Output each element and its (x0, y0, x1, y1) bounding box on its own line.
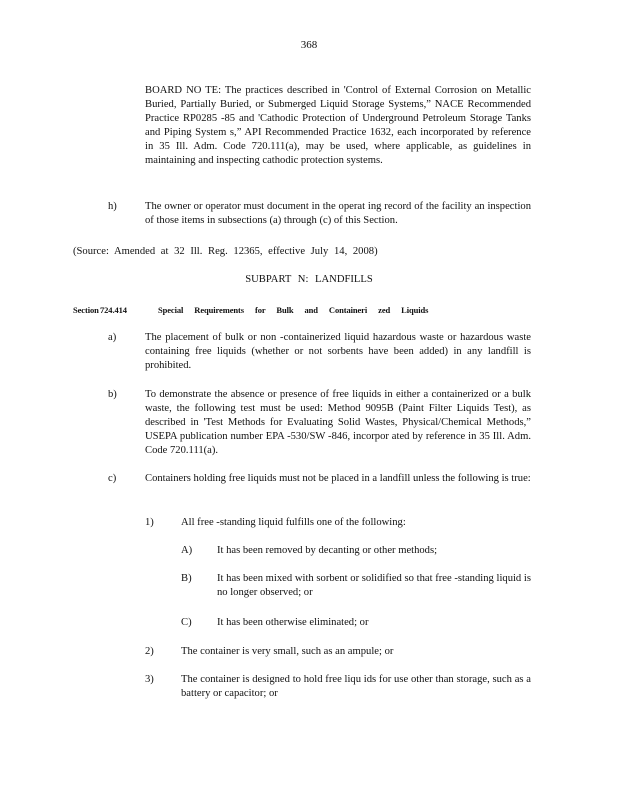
page-number: 368 (300, 39, 318, 51)
item-c1 (145, 516, 531, 532)
item-h-text: The owner or operator must document in the operat ing record of the facility an inspection of those items in subsections (a) through (c) of this Section. (145, 201, 531, 226)
item-a-text: The placement of bulk or non -containerized liquid hazardous waste or hazardous waste containing free liquids (whether or not sorbents have been added) in any landfill is prohibited. (145, 332, 531, 371)
item-c1-A-label: A) (181, 545, 193, 556)
section-title: Special Requirements for Bulk and Containeri zed Liquids (158, 305, 429, 315)
item-c1-A (181, 544, 531, 560)
section-label: Section (73, 305, 99, 315)
item-c-label: c) (108, 473, 117, 484)
source-note: (Source: Amended at 32 Ill. Reg. 12365, effective July 14, 2008) (73, 246, 378, 257)
item-b-label: b) (108, 389, 117, 400)
item-c3-text: The container is designed to hold free liqu ids for use other than storage, such as a battery or capacitor; or (181, 674, 531, 699)
item-c1-B-label: B) (181, 573, 192, 584)
item-b (108, 388, 531, 460)
item-c1-B (181, 572, 531, 602)
item-c1-C-text: It has been otherwise eliminated; or (217, 617, 369, 628)
item-h (108, 200, 531, 230)
item-b-text: To demonstrate the absence or presence of free liquids in either a containerized or a bulk waste, the following test must be used: Method 9095B (Paint Filter Liquids Test), as described in 'Test Methods for Evaluating Solid Wastes, Physical/Chemical Methods,” USEPA publication number EPA -530/SW -846, incorpor ated by reference in 35 Ill. Adm. Code 720.111(a). (145, 389, 531, 456)
item-c1-label: 1) (145, 517, 154, 528)
subpart-title: SUBPART N: LANDFILLS (245, 274, 373, 285)
item-c1-text: All free -standing liquid fulfills one of the following: (181, 517, 406, 528)
item-c2-text: The container is very small, such as an ampule; or (181, 646, 394, 657)
item-a-label: a) (108, 332, 117, 343)
item-c1-A-text: It has been removed by decanting or other methods; (217, 545, 438, 556)
item-c (108, 472, 531, 502)
item-a (108, 331, 531, 375)
item-h-label: h) (108, 201, 117, 212)
section-number: 724.414 (100, 305, 127, 315)
item-c3 (145, 673, 531, 703)
board-note: BOARD NO TE: The practices described in 'Control of External Corrosion on Metallic Buried, Partially Buried, or Submerged Liquid Storage Systems,” NACE Recommended Practice RP0285 -85 and 'Cathodic Protection of Underground Petroleum Storage Tanks and Piping System s,” API Recommended Practice 1632, each incorporated by reference in 35 Ill. Adm. Code 720.111(a), may be used, where applicable, as guidelines in maintaining and inspecting cathodic protection systems. (145, 85, 531, 166)
item-c2 (145, 645, 531, 661)
item-c3-label: 3) (145, 674, 154, 685)
section-heading (73, 303, 533, 317)
item-c2-label: 2) (145, 646, 154, 657)
item-c1-C-label: C) (181, 617, 192, 628)
item-c-text: Containers holding free liquids must not be placed in a landfill unless the following is true: (145, 473, 531, 484)
item-c1-C (181, 616, 531, 632)
item-c1-B-text: It has been mixed with sorbent or solidified so that free -standing liquid is no longer observed; or (217, 573, 531, 598)
